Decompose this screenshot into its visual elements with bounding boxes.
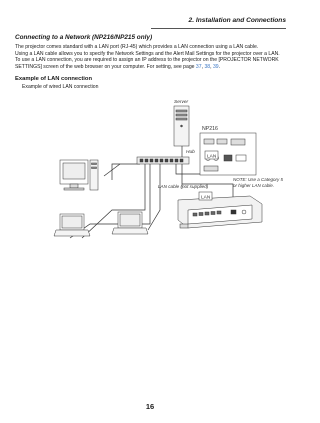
example-description: Example of wired LAN connection	[22, 84, 99, 90]
note-line-1: NOTE: Use a Category 5	[233, 177, 284, 182]
paragraph-line: To use a LAN connection, you are required to assign an IP address to the projector on the [PROJECTOR NETWORK	[15, 57, 279, 63]
server-label: Server	[174, 100, 189, 105]
page-link-38[interactable]: 38	[204, 63, 211, 70]
page-link-37[interactable]: 37	[195, 63, 202, 70]
page-number: 16	[145, 402, 155, 411]
period: .	[218, 63, 221, 70]
laptop-illustration	[54, 214, 90, 236]
hub-label: Hub	[186, 150, 195, 155]
paragraph-line: Using a LAN cable allows you to specify the Network Settings and the Alert Mail Settings for the projector over a LAN.	[15, 50, 280, 57]
section-header: 2. Installation and Connections	[188, 17, 286, 24]
paragraph-text: SETTINGS] screen of the web browser on your computer. For setting, see page	[15, 63, 196, 70]
laptop-illustration	[112, 212, 148, 234]
note-line-2: or higher LAN cable.	[233, 183, 275, 188]
desktop-pc-illustration	[60, 160, 98, 190]
cable-label: LAN cable (not supplied)	[158, 184, 209, 189]
page-link-39[interactable]: 39	[212, 63, 219, 70]
section-title: Connecting to a Network (NP216/NP215 only)	[15, 34, 153, 41]
projector-illustration	[178, 196, 262, 228]
server-illustration	[174, 106, 189, 146]
lan-port-label-bottom: LAN	[201, 195, 211, 201]
paragraph-line: The projector comes standard with a LAN port (RJ-45) which provides a LAN connection using a LAN cable.	[15, 44, 259, 50]
separator: ,	[210, 63, 213, 70]
hub-illustration	[137, 157, 189, 164]
example-title: Example of LAN connection	[15, 76, 92, 82]
separator: ,	[201, 63, 205, 70]
model-label: NP216	[202, 126, 218, 132]
lan-port-label: LAN	[207, 154, 217, 160]
